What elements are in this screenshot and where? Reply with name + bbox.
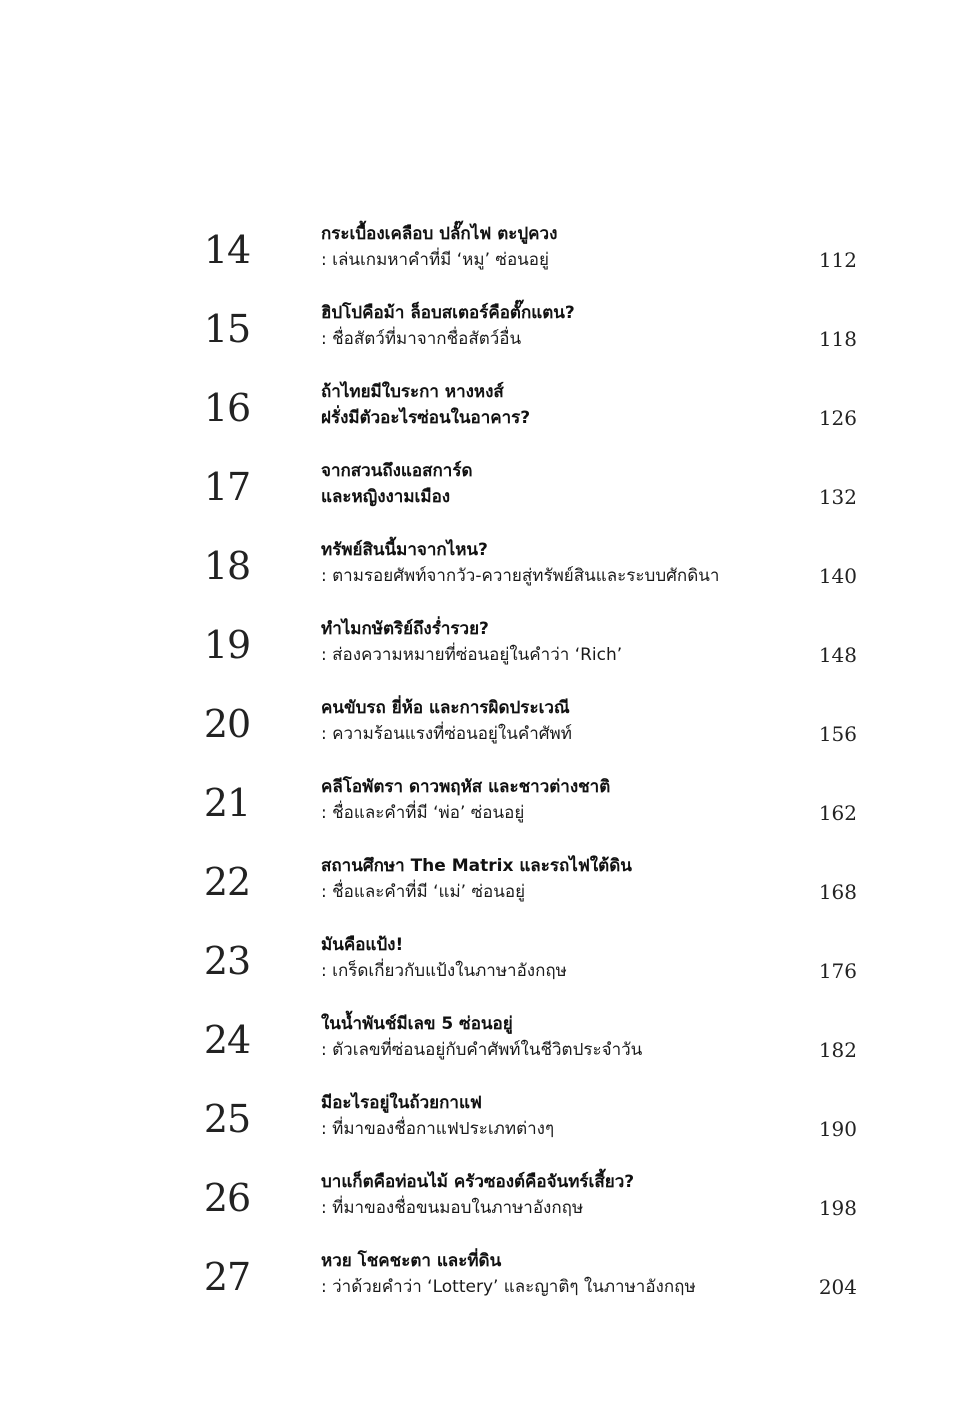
chapter-number: 22 <box>203 860 251 904</box>
page-number: 132 <box>818 485 857 509</box>
chapter-subtitle: : ส่องความหมายที่ซ่อนอยู่ในคำว่า ‘Rich’ <box>321 645 623 665</box>
chapter-number: 21 <box>203 781 251 825</box>
chapter-title: คลีโอพัตรา ดาวพฤหัส และชาวต่างชาติ <box>321 777 611 797</box>
chapter-subtitle: : ตามรอยศัพท์จากวัว-ควายสู่ทรัพย์สินและระบบศักดินา <box>321 566 720 586</box>
chapter-subtitle: : เล่นเกมหาคำที่มี ‘หมู’ ซ่อนอยู่ <box>321 250 549 270</box>
table-of-contents <box>0 219 967 1325</box>
page-number: 118 <box>818 327 857 351</box>
toc-entry <box>0 930 967 1009</box>
page-number: 162 <box>818 801 857 825</box>
chapter-number: 25 <box>203 1097 251 1141</box>
chapter-subtitle: : ความร้อนแรงที่ซ่อนอยู่ในคำศัพท์ <box>321 724 572 744</box>
page-number: 176 <box>818 959 857 983</box>
chapter-subtitle: : ที่มาของชื่อกาแฟประเภทต่างๆ <box>321 1119 555 1139</box>
toc-entry <box>0 377 967 456</box>
page-number: 168 <box>818 880 857 904</box>
chapter-title: ถ้าไทยมีใบระกา หางหงส์ <box>321 382 504 402</box>
page-number: 148 <box>818 643 857 667</box>
chapter-subtitle: : ตัวเลขที่ซ่อนอยู่กับคำศัพท์ในชีวิตประจำวัน <box>321 1040 643 1060</box>
toc-entry <box>0 456 967 535</box>
chapter-title: สถานศึกษา The Matrix และรถไฟใต้ดิน <box>321 856 632 876</box>
chapter-number: 20 <box>203 702 251 746</box>
page-number: 140 <box>818 564 857 588</box>
page-number: 156 <box>818 722 857 746</box>
chapter-title: บาแก็ตคือท่อนไม้ ครัวซองต์คือจันทร์เสี้ยว? <box>321 1172 635 1192</box>
chapter-title-line-2: และหญิงงามเมือง <box>321 487 451 507</box>
chapter-number: 23 <box>203 939 251 983</box>
page-number: 204 <box>818 1275 857 1299</box>
chapter-title: ทำไมกษัตริย์ถึงร่ำรวย? <box>321 619 489 639</box>
toc-entry <box>0 1009 967 1088</box>
chapter-subtitle: : ชื่อสัตว์ที่มาจากชื่อสัตว์อื่น <box>321 329 522 349</box>
chapter-title: มันคือแป้ง! <box>321 935 404 955</box>
toc-entry <box>0 535 967 614</box>
chapter-title-line-2: ฝรั่งมีตัวอะไรซ่อนในอาคาร? <box>321 408 531 428</box>
chapter-subtitle: : ชื่อและคำที่มี ‘แม่’ ซ่อนอยู่ <box>321 882 526 902</box>
toc-entry <box>0 614 967 693</box>
chapter-subtitle: : เกร็ดเกี่ยวกับแป้งในภาษาอังกฤษ <box>321 961 567 981</box>
page-number: 198 <box>818 1196 857 1220</box>
chapter-number: 19 <box>203 623 251 667</box>
toc-entry <box>0 298 967 377</box>
page-number: 190 <box>818 1117 857 1141</box>
chapter-title: กระเบื้องเคลือบ ปลั๊กไฟ ตะปูควง <box>321 224 558 244</box>
chapter-title: จากสวนถึงแอสการ์ด <box>321 461 473 481</box>
chapter-title: ทรัพย์สินนี้มาจากไหน? <box>321 540 488 560</box>
chapter-number: 17 <box>203 465 251 509</box>
chapter-title: ในน้ำพันช์มีเลข 5 ซ่อนอยู่ <box>321 1014 513 1034</box>
toc-entry <box>0 693 967 772</box>
chapter-number: 16 <box>203 386 251 430</box>
toc-entry <box>0 851 967 930</box>
chapter-subtitle: : ว่าด้วยคำว่า ‘Lottery’ และญาติๆ ในภาษาอังกฤษ <box>321 1277 696 1297</box>
chapter-number: 14 <box>203 228 251 272</box>
chapter-subtitle: : ที่มาของชื่อขนมอบในภาษาอังกฤษ <box>321 1198 584 1218</box>
toc-entry <box>0 772 967 851</box>
page-number: 112 <box>818 248 857 272</box>
toc-entry <box>0 1088 967 1167</box>
chapter-title: คนขับรถ ยี่ห้อ และการผิดประเวณี <box>321 698 570 718</box>
toc-entry <box>0 1246 967 1325</box>
toc-entry <box>0 1167 967 1246</box>
chapter-number: 15 <box>203 307 251 351</box>
chapter-title: มีอะไรอยู่ในถ้วยกาแฟ <box>321 1093 482 1113</box>
chapter-title: ฮิปโปคือม้า ล็อบสเตอร์คือตั๊กแตน? <box>321 303 575 323</box>
chapter-number: 18 <box>203 544 251 588</box>
chapter-number: 26 <box>203 1176 251 1220</box>
page-number: 182 <box>818 1038 857 1062</box>
chapter-subtitle: : ชื่อและคำที่มี ‘พ่อ’ ซ่อนอยู่ <box>321 803 525 823</box>
chapter-number: 27 <box>203 1255 251 1299</box>
page-number: 126 <box>818 406 857 430</box>
chapter-title: หวย โชคชะตา และที่ดิน <box>321 1251 502 1271</box>
toc-entry <box>0 219 967 298</box>
chapter-number: 24 <box>203 1018 251 1062</box>
